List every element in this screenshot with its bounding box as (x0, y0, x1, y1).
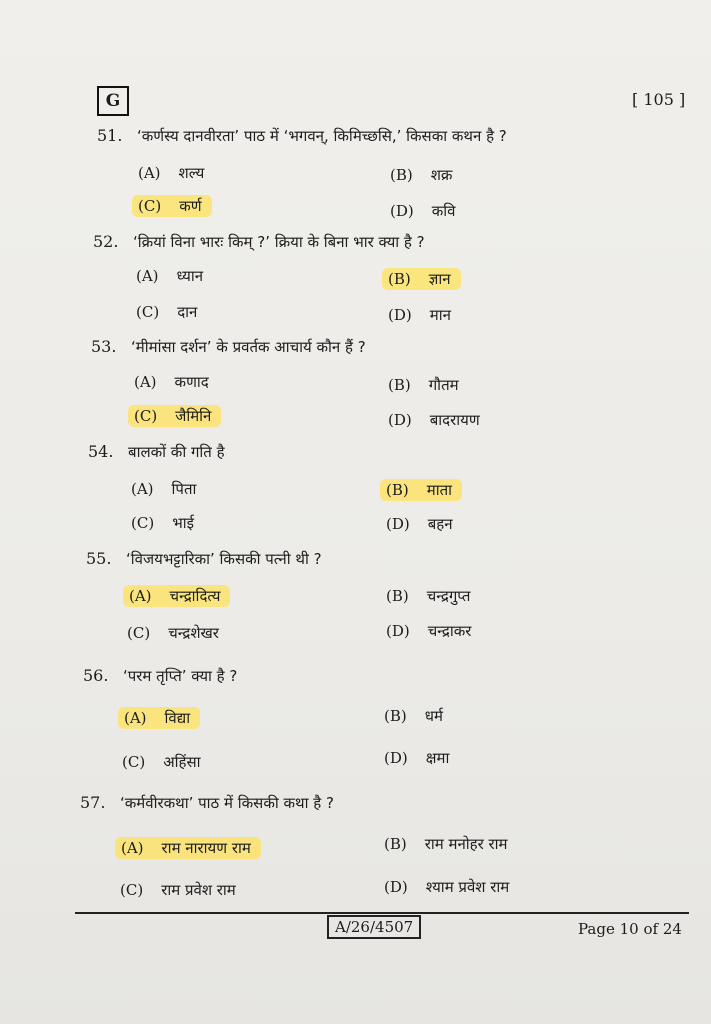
question-52 (93, 232, 425, 252)
highlight-mark: (B) ज्ञान (382, 268, 461, 290)
question-number: 54. (88, 442, 114, 461)
question-number: 57. (80, 793, 106, 812)
question-text: ‘परम तृप्ति’ क्या है ? (123, 667, 238, 685)
highlight-mark: (B) माता (380, 479, 462, 501)
question-54 (88, 442, 225, 462)
option-53-c (134, 406, 221, 426)
question-text: ‘विजयभट्टारिका’ किसकी पत्नी थी ? (126, 550, 322, 568)
option-52-c: (C) दान (136, 303, 198, 321)
question-text: ‘मीमांसा दर्शन’ के प्रवर्तक आचार्य कौन हैं ? (131, 338, 366, 356)
option-53-a: (A) कणाद (134, 373, 209, 391)
question-53 (91, 337, 366, 357)
option-51-b: (B) शक्र (390, 166, 453, 184)
option-56-b: (B) धर्म (384, 707, 443, 725)
option-55-a (129, 586, 230, 606)
option-53-d: (D) बादरायण (388, 411, 480, 429)
question-56 (83, 666, 237, 686)
option-54-d: (D) बहन (386, 515, 453, 533)
option-56-c: (C) अहिंसा (122, 753, 201, 771)
highlight-mark: (C) जैमिनि (128, 405, 221, 427)
question-number: 53. (91, 337, 117, 356)
option-52-d: (D) मान (388, 306, 451, 324)
option-54-c: (C) भाई (131, 514, 194, 532)
question-number: 51. (97, 126, 123, 145)
option-55-c: (C) चन्द्रशेखर (127, 624, 219, 642)
option-51-c (138, 196, 212, 216)
question-text: ‘कर्णस्य दानवीरता’ पाठ में ‘भगवन्, किमिच्छसि,’ किसका कथन है ? (137, 127, 507, 145)
page-number: Page 10 of 24 (578, 920, 682, 938)
highlight-mark: (A) राम नारायण राम (115, 837, 261, 859)
option-54-b (386, 480, 462, 500)
set-label: G (97, 86, 129, 116)
option-54-a: (A) पिता (131, 480, 197, 498)
question-55 (86, 549, 322, 569)
option-53-b: (B) गौतम (388, 376, 459, 394)
footer-divider (75, 912, 689, 914)
highlight-mark: (A) चन्द्रादित्य (123, 585, 230, 607)
option-57-d: (D) श्याम प्रवेश राम (384, 878, 510, 896)
option-56-d: (D) क्षमा (384, 749, 450, 767)
option-57-c: (C) राम प्रवेश राम (120, 881, 236, 899)
option-57-a (121, 838, 261, 858)
option-52-a: (A) ध्यान (136, 267, 204, 285)
question-51 (97, 126, 507, 146)
option-57-b: (B) राम मनोहर राम (384, 835, 508, 853)
question-57 (80, 793, 334, 813)
question-number: 55. (86, 549, 112, 568)
paper-code: [ 105 ] (632, 90, 686, 109)
question-text: ‘क्रियां विना भारः किम् ?’ क्रिया के बिना भार क्या है ? (133, 233, 425, 251)
question-text: ‘कर्मवीरकथा’ पाठ में किसकी कथा है ? (120, 794, 334, 812)
option-56-a (124, 708, 200, 728)
highlight-mark: (C) कर्ण (132, 195, 212, 217)
question-text: बालकों की गति है (128, 443, 225, 461)
highlight-mark: (A) विद्या (118, 707, 200, 729)
option-51-a: (A) शल्य (138, 164, 205, 182)
option-55-b: (B) चन्द्रगुप्त (386, 587, 471, 605)
option-55-d: (D) चन्द्राकर (386, 622, 472, 640)
booklet-code: A/26/4507 (327, 915, 421, 939)
question-number: 52. (93, 232, 119, 251)
option-51-d: (D) कवि (390, 202, 456, 220)
question-number: 56. (83, 666, 109, 685)
option-52-b (388, 269, 461, 289)
